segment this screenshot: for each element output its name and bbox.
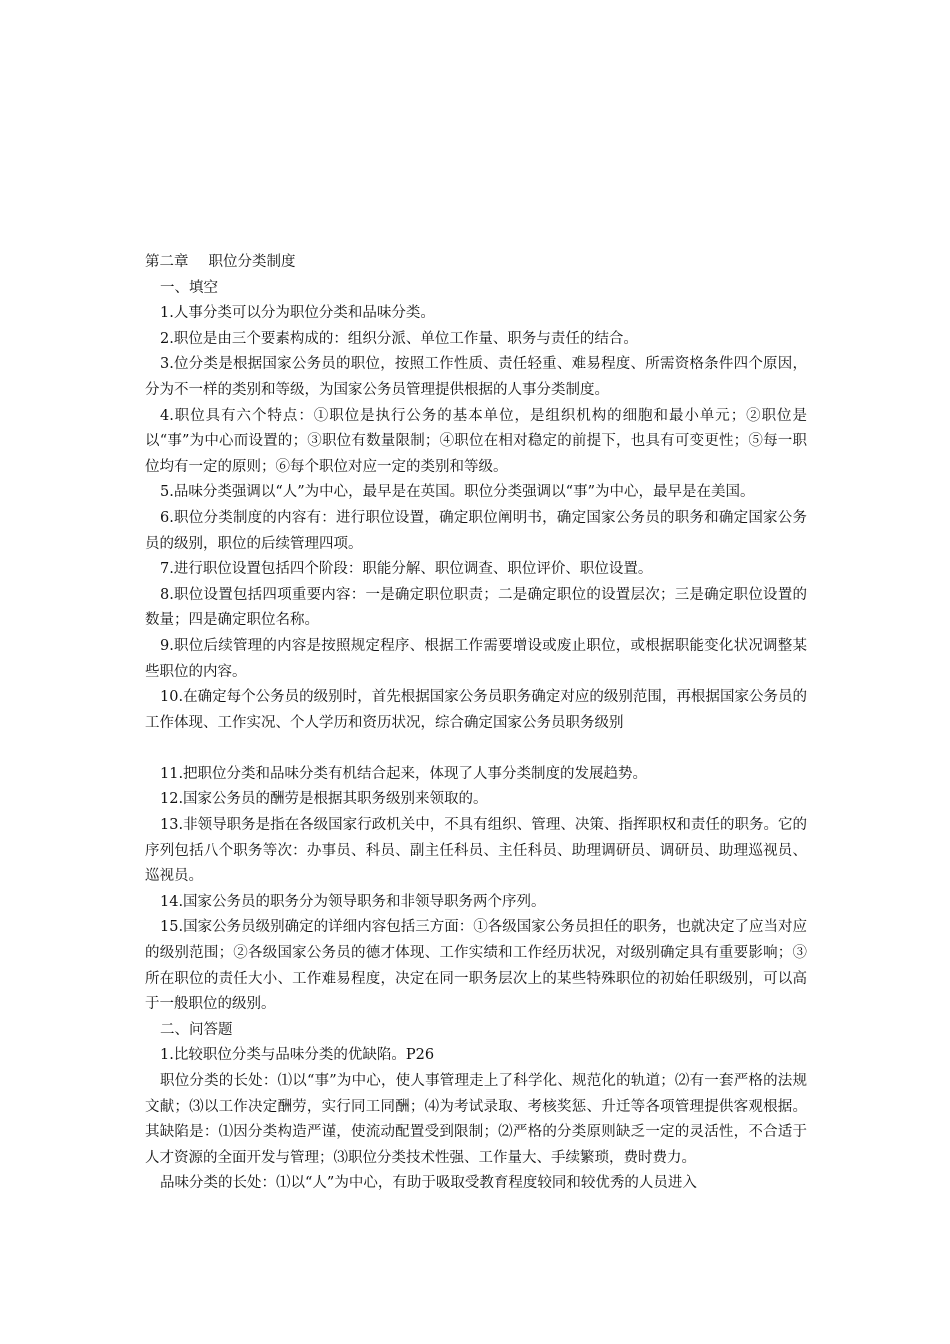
fill-item-2: 2.职位是由三个要素构成的：组织分派、单位工作量、职务与责任的结合。 [160,330,638,347]
fill-item-5: 5.品味分类强调以“人”为中心，最早是在英国。职位分类强调以“事”为中心，最早是在美国。 [160,484,755,501]
fill-item-15: 15.国家公务员级别确定的详细内容包括三方面：①各级国家公务员担任的职务，也就决定了应当对应的级别范围；②各级国家公务员的德才体现、工作实绩和工作经历状况，对级别确定具有重要影响；③所在职位的责任大小、工作难易程度，决定在同一职务层次上的某些特殊职位的初始任职级别，可以高于一般职位的级别。 [145,919,807,1013]
blank-line [145,736,807,762]
fill-item-11: 11.把职位分类和品味分类有机结合起来，体现了人事分类制度的发展趋势。 [160,765,648,782]
chapter-title: 职位分类制度 [208,254,296,270]
fill-item-9: 9.职位后续管理的内容是按照规定程序、根据工作需要增设或废止职位，或根据职能变化状况调整某些职位的内容。 [145,637,807,680]
document-page [145,250,807,1197]
fill-item-12: 12.国家公务员的酬劳是根据其职务级别来领取的。 [160,791,488,808]
fill-item-3: 3.位分类是根据国家公务员的职位，按照工作性质、责任轻重、难易程度、所需资格条件四个原因，分为不一样的类别和等级，为国家公务员管理提供根据的人事分类制度。 [145,356,807,398]
qa-answer-position: 职位分类的长处：⑴以“事”为中心，使人事管理走上了科学化、规范化的轨道；⑵有一套严格的法规文献；⑶以工作决定酬劳，实行同工同酬；⑷为考试录取、考核奖惩、升迁等各项管理提供客观根据。其缺陷是：⑴因分类构造严谨，使流动配置受到限制；⑵严格的分类原则缺乏一定的灵活性，不合适于人才资源的全面开发与管理；⑶职位分类技术性强、工作量大、手续繁琐，费时费力。 [145,1073,807,1166]
fill-item-6: 6.职位分类制度的内容有：进行职位设置，确定职位阐明书，确定国家公务员的职务和确定国家公务员的级别，职位的后续管理四项。 [145,509,807,552]
fill-item-10: 10.在确定每个公务员的级别时，首先根据国家公务员职务确定对应的级别范围，再根据国家公务员的工作体现、工作实况、个人学历和资历状况，综合确定国家公务员职务级别 [145,689,807,731]
fill-item-4: 4.职位具有六个特点：①职位是执行公务的基本单位，是组织机构的细胞和最小单元；②职位是以“事”为中心而设置的；③职位有数量限制；④职位在相对稳定的前提下，也具有可变更性；⑤每一职位均有一定的原则；⑥每个职位对应一定的类别和等级。 [145,407,807,475]
fill-item-7: 7.进行职位设置包括四个阶段：职能分解、职位调查、职位评价、职位设置。 [160,561,653,578]
section-heading-fill: 一、填空 [160,279,218,296]
section-heading-qa: 二、问答题 [160,1021,233,1038]
fill-item-1: 1.人事分类可以分为职位分类和品味分类。 [160,305,435,322]
fill-item-13: 13.非领导职务是指在各级国家行政机关中，不具有组织、管理、决策、指挥职权和责任的职务。它的序列包括八个职务等次：办事员、科员、副主任科员、主任科员、助理调研员、调研员、助理巡视员、巡视员。 [145,817,807,885]
fill-item-8: 8.职位设置包括四项重要内容：一是确定职位职责；二是确定职位的设置层次；三是确定职位设置的数量；四是确定职位名称。 [145,586,807,629]
qa-answer-rank: 品味分类的长处：⑴以“人”为中心，有助于吸取受教育程度较同和较优秀的人员进入 [160,1175,697,1192]
chapter-number: 第二章 [145,254,189,270]
qa-question-1: 1.比较职位分类与品味分类的优缺陷。P26 [160,1047,435,1064]
chapter-heading [145,250,807,276]
fill-item-14: 14.国家公务员的职务分为领导职务和非领导职务两个序列。 [160,893,546,910]
